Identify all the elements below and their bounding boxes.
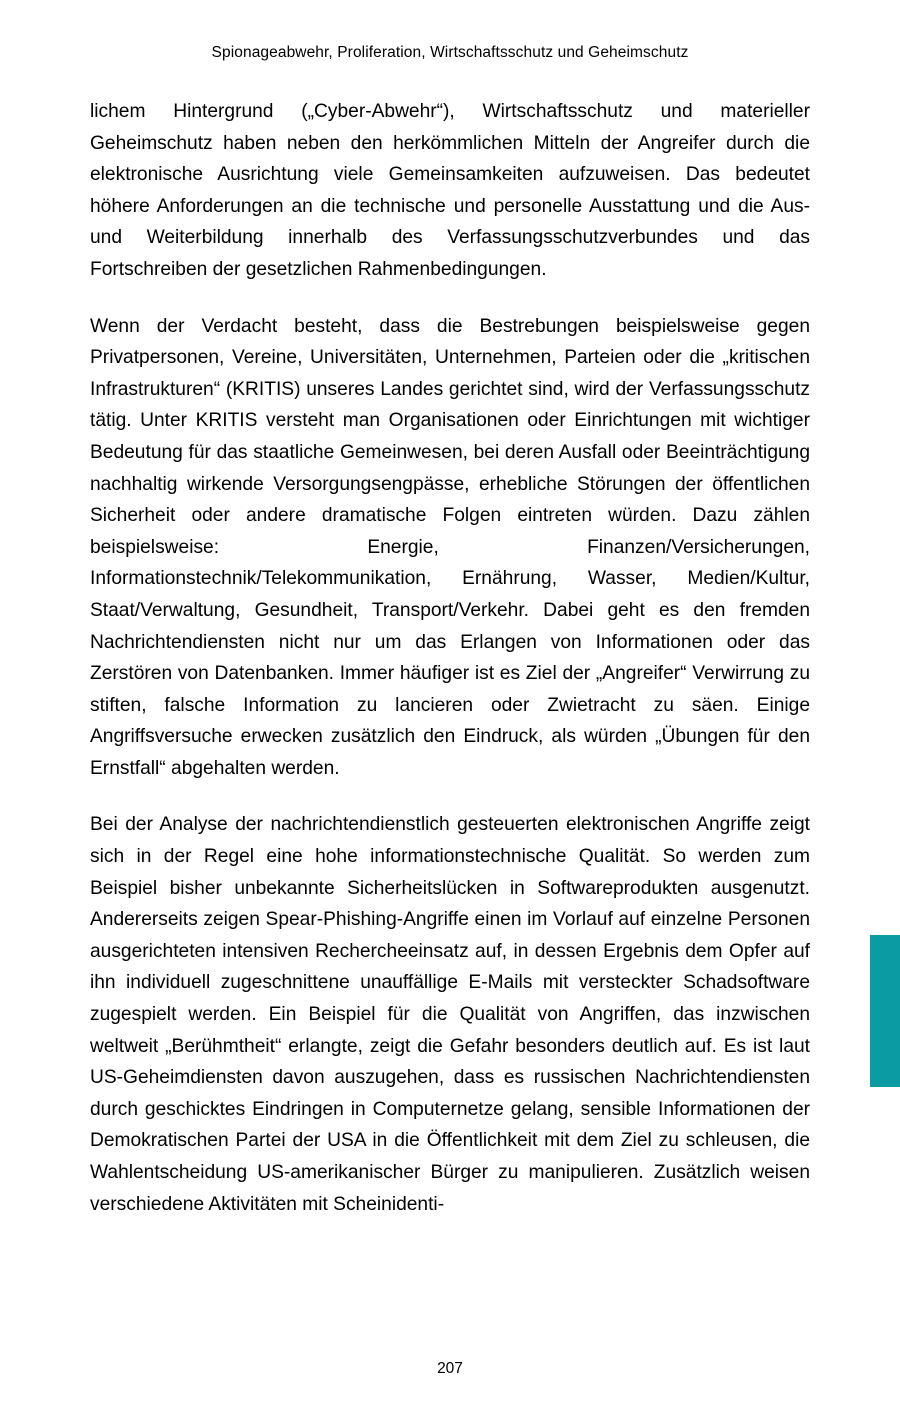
body-paragraph: Bei der Analyse der nachrichtendienstlich gesteuerten elektronischen Angriffe zeigt sich in der Regel eine hohe informationstechnische Qualität. So werden zum Beispiel bisher unbekannte Sicherheitslücken in Softwareprodukten ausgenutzt. Andererseits zeigen Spear-Phishing-Angriffe einen im Vorlauf auf einzelne Personen ausgerichteten intensiven Rechercheeinsatz auf, in dessen Ergebnis dem Opfer auf ihn individuell zugeschnittene unauffällige E-Mails mit versteckter Schadsoftware zugespielt werden. Ein Beispiel für die Qualität von Angriffen, das inzwischen weltweit „Berühmtheit“ erlangte, zeigt die Gefahr besonders deutlich auf. Es ist laut US-Geheimdiensten davon auszugehen, dass es russischen Nachrichtendiensten durch geschicktes Eindringen in Computernetze gelang, sensible Informationen der Demokratischen Partei der USA in die Öffentlichkeit mit dem Ziel zu schleusen, die Wahlentscheidung US-amerikanischer Bürger zu manipulieren. Zusätzlich weisen verschiedene Aktivitäten mit Scheinidenti-: [90, 814, 810, 1215]
page-number: 207: [437, 1360, 463, 1377]
body-paragraph: Wenn der Verdacht besteht, dass die Bestrebungen beispielsweise gegen Privatpersonen, Vereine, Universitäten, Unternehmen, Parteien oder die „kritischen Infrastrukturen“ (KRITIS) unseres Landes gerichtet sind, wird der Verfassungsschutz tätig. Unter KRITIS versteht man Organisationen oder Einrichtungen mit wichtiger Bedeutung für das staatliche Gemeinwesen, bei deren Ausfall oder Beeinträchtigung nachhaltig wirkende Versorgungsengpässe, erhebliche Störungen der öffentlichen Sicherheit oder andere dramatische Folgen eintreten würden. Dazu zählen beispielsweise: Energie, Finanzen/Versicherungen, Informationstechnik/Telekommunikation, Ernährung, Wasser, Medien/Kultur, Staat/Verwaltung, Gesundheit, Transport/Verkehr. Dabei geht es den fremden Nachrichtendiensten nicht nur um das Erlangen von Informationen oder das Zerstören von Datenbanken. Immer häufiger ist es Ziel der „Angreifer“ Verwirrung zu stiften, falsche Information zu lancieren oder Zwietracht zu säen. Einige Angriffsversuche erwecken zusätzlich den Eindruck, als würden „Übungen für den Ernstfall“ abgehalten werden.: [90, 315, 810, 779]
chapter-edge-marker: [870, 935, 900, 1087]
running-header: Spionageabwehr, Proliferation, Wirtschaftsschutz und Geheimschutz: [211, 44, 689, 61]
page-body: [90, 96, 810, 1220]
body-paragraph: lichem Hintergrund („Cyber-Abwehr“), Wirtschaftsschutz und materieller Geheimschutz haben neben den herkömmlichen Mitteln der Angreifer durch die elektronische Ausrichtung viele Gemeinsamkeiten aufzuweisen. Das bedeutet höhere Anforderungen an die technische und personelle Ausstattung und die Aus- und Weiterbildung innerhalb des Verfassungsschutzverbundes und das Fortschreiben der gesetzlichen Rahmenbedingungen.: [90, 101, 810, 280]
